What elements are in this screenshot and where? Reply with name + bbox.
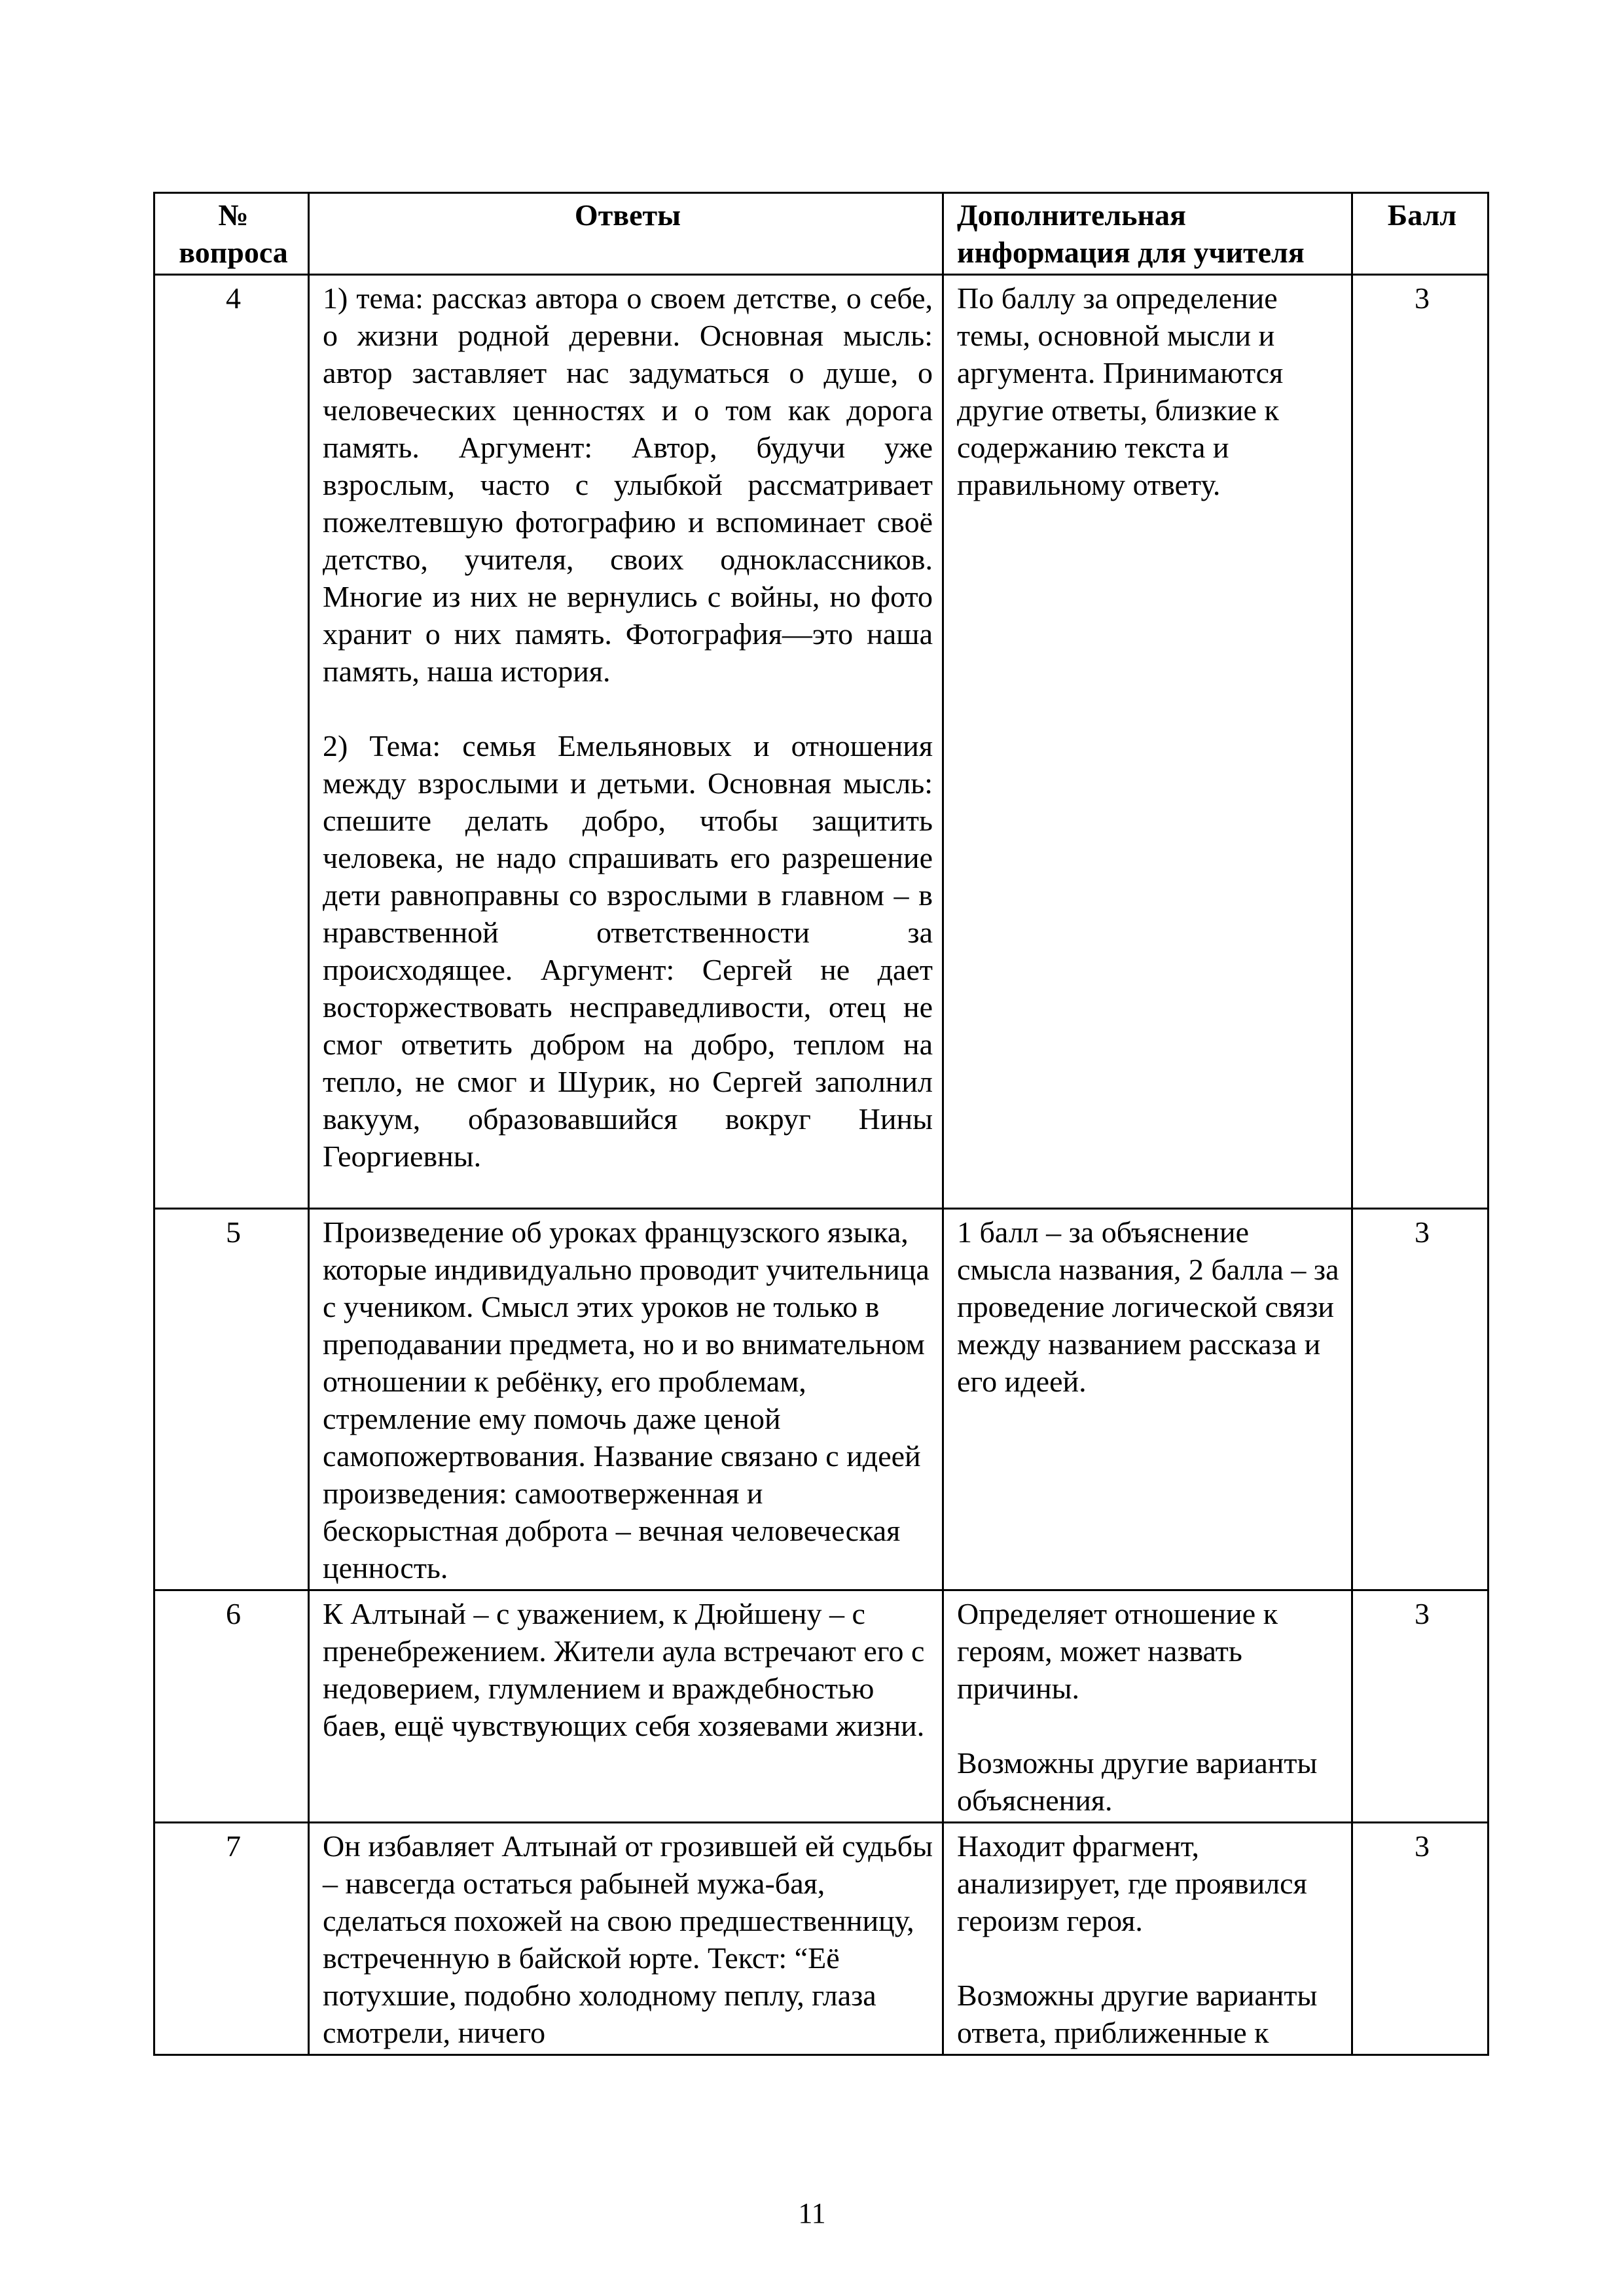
table-row (154, 275, 1489, 1209)
header-score: Балл (1352, 193, 1489, 275)
info-cell (943, 1590, 1352, 1823)
answers-table (153, 192, 1489, 2056)
info-paragraph: Возможны другие варианты объяснения. (957, 1746, 1318, 1817)
question-number: 7 (154, 1823, 309, 2055)
info-cell: По баллу за определение темы, основной мысли и аргумента. Принимаются другие ответы, близкие к содержанию текста и правильному ответу. (943, 275, 1352, 1209)
table-row (154, 1209, 1489, 1590)
score-cell: 3 (1352, 1590, 1489, 1823)
answer-cell: Он избавляет Алтынай от грозившей ей судьбы – навсегда остаться рабыней мужа-бая, сделаться похожей на свою предшественницу, встреченную в байской юрте. Текст: “Её потухшие, подобно холодному пеплу, глаза смотрели, ничего (309, 1823, 943, 2055)
info-paragraph: Находит фрагмент, анализирует, где проявился героизм героя. (957, 1829, 1307, 1937)
answer-cell: К Алтынай – с уважением, к Дюйшену – с пренебрежением. Жители аула встречают его с недоверием, глумлением и враждебностью баев, ещё чувствующих себя хозяевами жизни. (309, 1590, 943, 1823)
info-cell (943, 1823, 1352, 2055)
info-cell: 1 балл – за объяснение смысла названия, 2 балла – за проведение логической связи между названием рассказа и его идеей. (943, 1209, 1352, 1590)
question-number: 6 (154, 1590, 309, 1823)
score-cell: 3 (1352, 275, 1489, 1209)
answer-paragraph: 2) Тема: семья Емельяновых и отношения между взрослыми и детьми. Основная мысль: спешите делать добро, чтобы защитить человека, не надо спрашивать его разрешение дети равноправны со взрослыми в главном – в нравственной ответственности за происходящее. Аргумент: Сергей не дает восторжествовать несправедливости, отец не смог ответить добром на добро, теплом на тепло, не смог и Шурик, но Сергей заполнил вакуум, образовавшийся вокруг Нины Георгиевны. (323, 729, 933, 1173)
question-number: 4 (154, 275, 309, 1209)
table-header-row (154, 193, 1489, 275)
info-paragraph: Определяет отношение к героям, может назвать причины. (957, 1597, 1278, 1705)
answer-cell: Произведение об уроках французского языка, которые индивидуально проводит учительница с учеником. Смысл этих уроков не только в преподавании предмета, но и во внимательном отношении к ребёнку, его проблемам, стремление ему помочь даже ценой самопожертвования. Название связано с идеей произведения: самоотверженная и бескорыстная доброта – вечная человеческая ценность. (309, 1209, 943, 1590)
table-row (154, 1590, 1489, 1823)
header-answers: Ответы (309, 193, 943, 275)
header-info: Дополнительная информация для учителя (943, 193, 1352, 275)
header-number: № вопроса (154, 193, 309, 275)
question-number: 5 (154, 1209, 309, 1590)
table-row (154, 1823, 1489, 2055)
score-cell: 3 (1352, 1209, 1489, 1590)
score-cell: 3 (1352, 1823, 1489, 2055)
answer-paragraph: 1) тема: рассказ автора о своем детстве, о себе, о жизни родной деревни. Основная мысль: автор заставляет нас задуматься о душе, о человеческих ценностях и о том как дорога память. Аргумент: Автор, будучи уже взрослым, часто с улыбкой рассматривает пожелтевшую фотографию и вспоминает своё детство, учителя, своих одноклассников. Многие из них не вернулись с войны, но фото хранит о них память. Фотография—это наша память, наша история. (323, 281, 933, 688)
info-paragraph: Возможны другие варианты ответа, приближенные к (957, 1979, 1318, 2049)
answer-cell (309, 275, 943, 1209)
page-number: 11 (798, 2197, 826, 2229)
